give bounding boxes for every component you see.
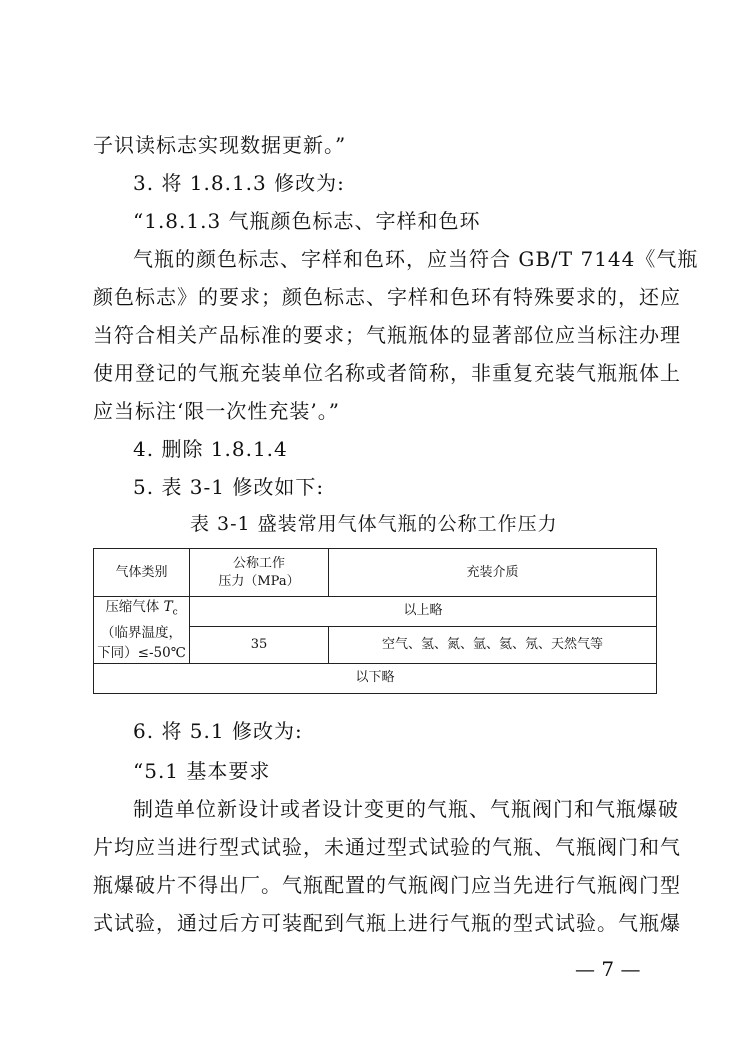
gas-category-line2: （临界温度， — [101, 624, 182, 641]
omitted-above-cell: 以上略 — [190, 597, 657, 627]
pressure-value-cell: 35 — [190, 626, 329, 663]
table-header-row — [94, 549, 657, 597]
header-pressure-line1: 公称工作 — [232, 555, 285, 571]
body-line: 当符合相关产品标准的要求；气瓶瓶体的显著部位应当标注办理 — [93, 323, 681, 347]
body-line: 瓶爆破片不得出厂。气瓶配置的气瓶阀门应当先进行气瓶阀门型 — [93, 873, 681, 897]
table-row — [94, 597, 657, 627]
body-line: 片均应当进行型式试验，未通过型式试验的气瓶、气瓶阀门和气 — [93, 835, 681, 859]
pressure-table — [93, 548, 657, 694]
body-line: 式试验，通过后方可装配到气瓶上进行气瓶的型式试验。气瓶爆 — [93, 911, 681, 935]
item-heading: 3. 将 1.8.1.3 修改为: — [133, 171, 345, 195]
table-caption: 表 3-1 盛装常用气体气瓶的公称工作压力 — [190, 513, 558, 535]
header-pressure-line2: 压力（MPa） — [218, 573, 300, 589]
header-media: 充装介质 — [329, 549, 657, 597]
media-cell: 空气、氢、氮、氩、氦、氖、天然气等 — [329, 626, 657, 663]
header-pressure — [190, 549, 329, 597]
gas-category-cell — [94, 597, 190, 664]
gas-category-line1: 压缩气体 $T_c$ — [105, 599, 178, 618]
body-line: 应当标注‘限一次性充装’。” — [93, 399, 340, 423]
omitted-below-cell: 以下略 — [94, 663, 657, 693]
body-line: 使用登记的气瓶充装单位名称或者简称，非重复充装气瓶瓶体上 — [93, 361, 681, 385]
section-heading: “1.8.1.3 气瓶颜色标志、字样和色环 — [133, 209, 481, 233]
body-line: 气瓶的颜色标志、字样和色环，应当符合 GB/T 7144《气瓶 — [133, 247, 699, 271]
body-line: 子识读标志实现数据更新。” — [93, 133, 347, 157]
body-line: 制造单位新设计或者设计变更的气瓶、气瓶阀门和气瓶爆破 — [133, 797, 679, 821]
page-number: — 7 — — [575, 957, 641, 981]
section-heading: “5.1 基本要求 — [133, 759, 271, 783]
item-heading: 6. 将 5.1 修改为: — [133, 719, 303, 743]
item-heading: 4. 删除 1.8.1.4 — [133, 437, 288, 461]
table-row — [94, 663, 657, 693]
header-gas-category: 气体类别 — [94, 549, 190, 597]
body-line: 颜色标志》的要求；颜色标志、字样和色环有特殊要求的，还应 — [93, 285, 681, 309]
item-heading: 5. 表 3-1 修改如下: — [133, 475, 325, 499]
gas-category-line3: 下同）≤-50℃ — [97, 644, 186, 661]
